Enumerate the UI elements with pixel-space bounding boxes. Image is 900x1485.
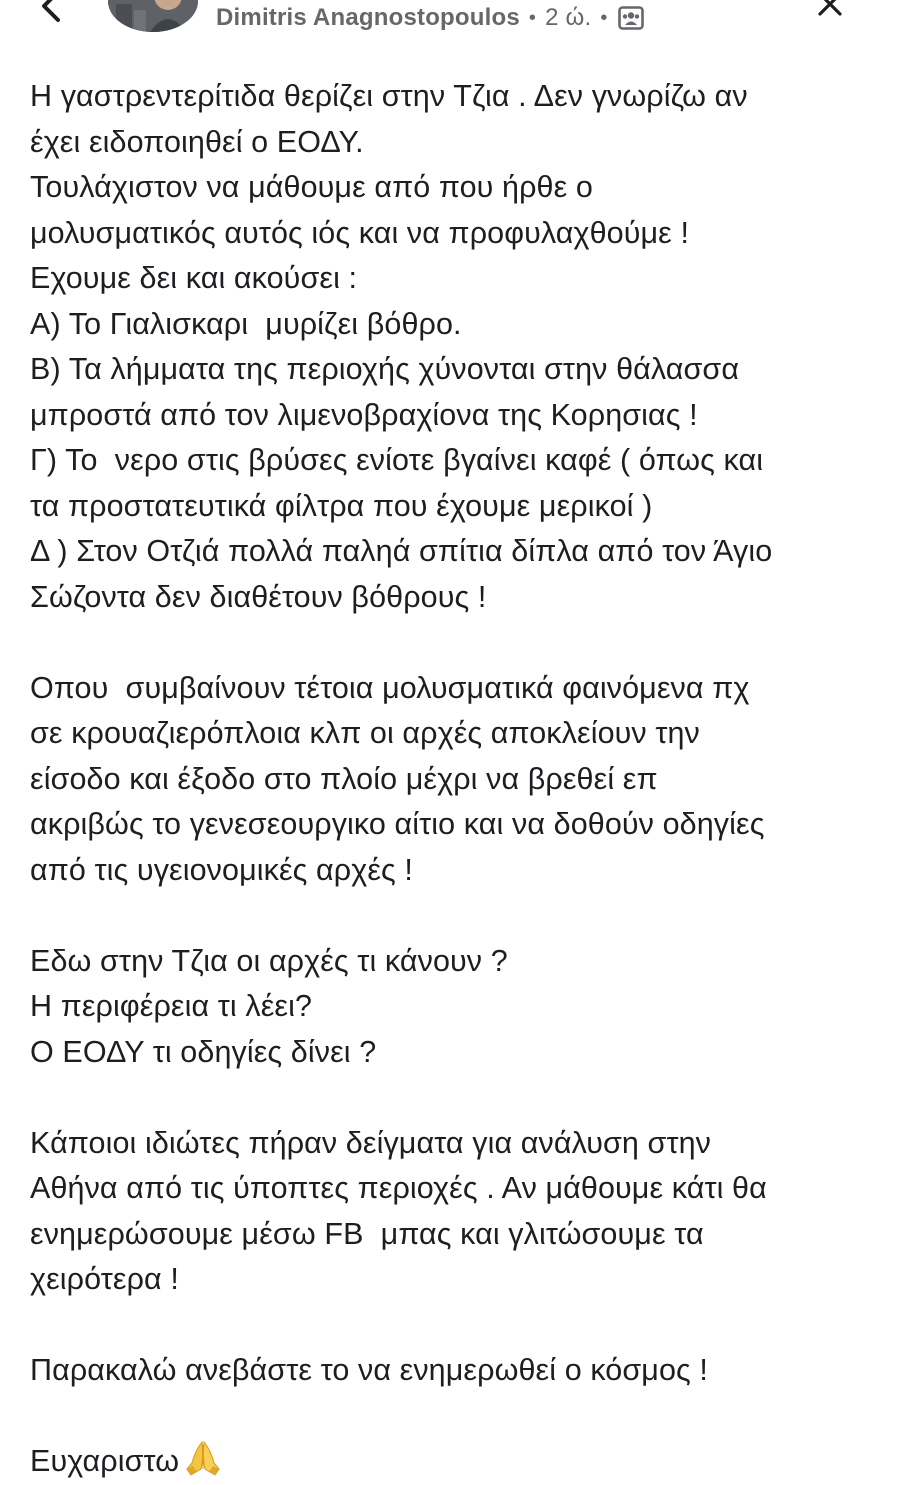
paragraph-spacer (30, 893, 890, 939)
post-text-line: Τουλάχιστον να μάθουμε από που ήρθε ο (30, 170, 593, 204)
paragraph-spacer (30, 1075, 890, 1121)
paragraph-spacer (30, 1303, 890, 1349)
post-text-line: τα προστατευτικά φίλτρα που έχουμε μερικοί ) (30, 488, 653, 523)
post-text-line: Αθήνα από τις ύποπτες περιοχές . Αν μάθουμε κάτι θα (30, 1171, 767, 1205)
post-text-line: ακριβώς το γενεσεουργικο αίτιο και να δοθούν οδηγίες (30, 807, 765, 841)
post-text-line: Εχουμε δει και ακούσει : (30, 261, 358, 295)
post-text-line: Η περιφέρεια τι λέει? (30, 989, 313, 1023)
post-paragraph (30, 74, 890, 620)
paragraph-spacer (30, 620, 890, 666)
author-name[interactable]: Dimitris Anagnostopoulos (216, 4, 520, 31)
folded-hands-icon (183, 1439, 223, 1477)
post-text-line: ενημερώσουμε μέσω FB μπας και γλιτώσουμε τα (30, 1216, 704, 1251)
closing-text: Ευχαριστω (30, 1444, 180, 1478)
post-text-line: Σώζοντα δεν διαθέτουν βόθρους ! (30, 579, 487, 614)
post-text-line: μολυσματικός αυτός ιός και να προφυλαχθούμε ! (30, 215, 690, 250)
group-icon[interactable] (618, 6, 644, 30)
author-line (216, 4, 644, 32)
post-paragraph (30, 1121, 890, 1303)
post-paragraph (30, 666, 890, 894)
separator-dot: • (528, 6, 537, 29)
post-text-line: Η γαστρεντερίτιδα θερίζει στην Τζια . Δεν γνωρίζω αν (30, 79, 748, 113)
post-text-line: Κάποιοι ιδιώτες πήραν δείγματα για ανάλυση στην (30, 1125, 712, 1160)
post-header (0, 0, 900, 48)
post-text-line: Γ) Το νερο στις βρύσες ενίοτε βγαίνει καφέ ( όπως και (30, 443, 764, 477)
post-time[interactable]: 2 ώ. (545, 4, 592, 31)
back-button[interactable] (30, 0, 72, 28)
post-text-line: σε κρουαζιερόπλοια κλπ οι αρχές αποκλείουν την (30, 716, 700, 750)
post-text-line: είσοδο και έξοδο στο πλοίο μέχρι να βρεθεί επ (30, 761, 658, 796)
close-icon (816, 0, 844, 18)
post-text-line: Οπου συμβαίνουν τέτοια μολυσματικά φαινόμενα πχ (30, 670, 750, 705)
post-text-line: έχει ειδοποιηθεί ο ΕΟΔΥ. (30, 124, 364, 159)
post-text-line: Β) Τα λήμματα της περιοχής χύνονται στην θάλασσα (30, 352, 740, 386)
post-text-line: Παρακαλώ ανεβάστε το να ενημερωθεί ο κόσμος ! (30, 1353, 708, 1387)
avatar[interactable] (108, 0, 198, 32)
post-text-line: Δ ) Στον Οτζιά πολλά παληά σπίτια δίπλα από τον Άγιο (30, 534, 773, 568)
chevron-left-icon (30, 0, 72, 28)
post-text-line: από τις υγειονομικές αρχές ! (30, 852, 413, 887)
post-paragraph (30, 1348, 890, 1394)
close-button[interactable] (816, 0, 844, 18)
paragraph-spacer (30, 1394, 890, 1440)
closing-line (30, 1439, 890, 1485)
post-text (30, 74, 890, 1485)
separator-dot: • (600, 6, 608, 29)
post-text-line: μπροστά από τον λιμενοβραχίονα της Κορησιας ! (30, 397, 698, 432)
post-text-line: χειρότερα ! (30, 1262, 179, 1296)
profile-photo-icon (108, 0, 198, 32)
post-text-line: Ο ΕΟΔΥ τι οδηγίες δίνει ? (30, 1034, 377, 1069)
post-text-line: Α) Το Γιαλισκαρι μυρίζει βόθρο. (30, 306, 462, 341)
post-text-line: Εδω στην Τζια οι αρχές τι κάνουν ? (30, 943, 508, 978)
post-paragraph (30, 939, 890, 1076)
